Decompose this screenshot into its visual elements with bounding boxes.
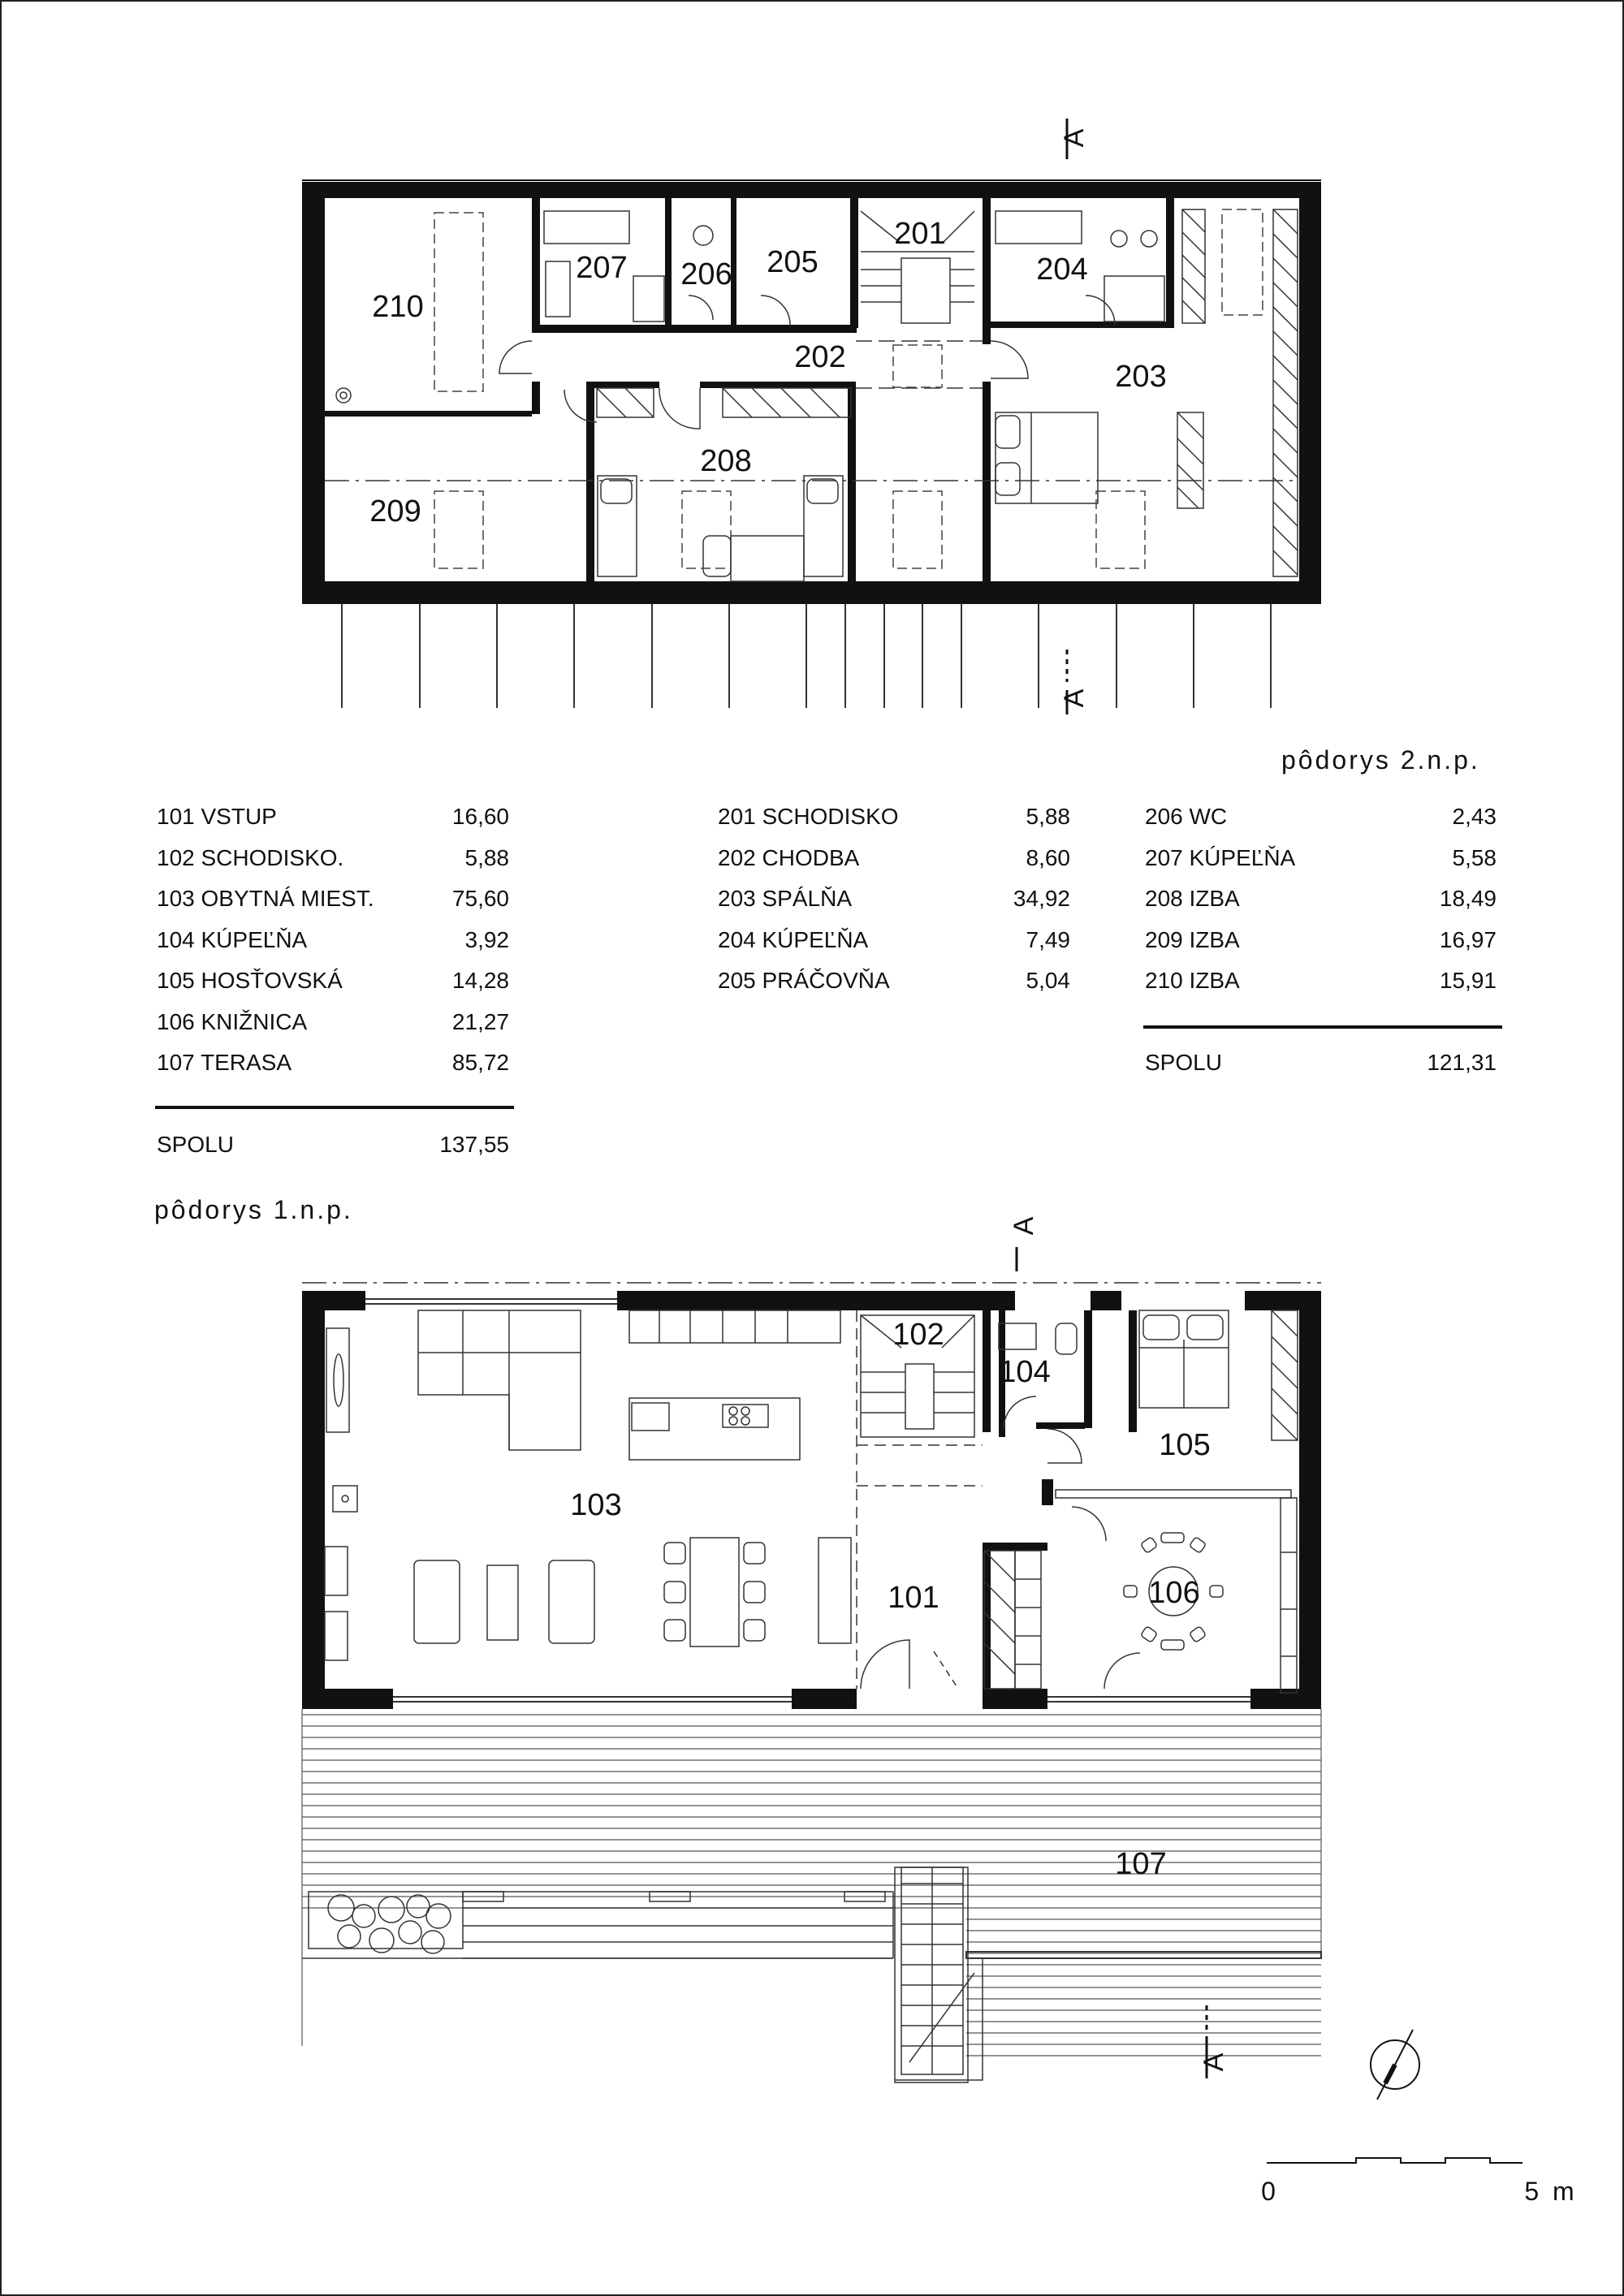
svg-text:A: A — [1059, 688, 1090, 708]
room-label-210: 210 — [372, 290, 424, 324]
table-divider — [155, 1106, 514, 1109]
f2-wall-top — [302, 182, 1321, 198]
room-label-105: 105 — [1159, 1428, 1211, 1462]
north-arrow-icon — [1371, 2030, 1419, 2100]
section-mark-top-f1 — [1009, 1216, 1039, 1271]
room-label-203: 203 — [1115, 360, 1167, 394]
section-mark-top-f2 — [1059, 119, 1090, 159]
room-label-102: 102 — [892, 1318, 944, 1352]
f2-wall-left — [302, 182, 325, 604]
f2-wall-bottom — [302, 581, 1321, 604]
area-table-floor2b: 206 WC 2,43 207 KÚPEĽŇA 5,58 208 IZBA 18,49 209 IZBA 16,97 210 IZBA 15,91 SPOLU 121,31 — [1145, 804, 1497, 1096]
room-label-202: 202 — [794, 340, 846, 374]
room-label-205: 205 — [767, 245, 818, 279]
floor1-title: pôdorys 1.n.p. — [154, 1195, 353, 1224]
terrace-planks — [302, 1709, 1321, 2056]
area-table-floor2a: 201 SCHODISKO 5,88 202 CHODBA 8,60 203 SPÁLŇA 34,92 204 KÚPEĽŇA 7,49 205 PRÁČOVŇA 5,04 — [718, 804, 1070, 993]
scale-start-label: 0 — [1261, 2177, 1276, 2206]
area-table-floor1: 101 VSTUP 16,60 102 SCHODISKO. 5,88 103 OBYTNÁ MIEST. 75,60 104 KÚPEĽŇA 3,92 105 HOSŤOVSKÁ 14,28 106 KNIŽNICA 21,27 107 TERASA 85,72 SPOLU 137,55 — [157, 804, 509, 1169]
section-mark-bottom-f1 — [1199, 2005, 1229, 2078]
room-label-103: 103 — [570, 1488, 622, 1522]
room-label-206: 206 — [680, 257, 732, 291]
room-label-104: 104 — [999, 1355, 1051, 1389]
svg-text:A: A — [1009, 1216, 1039, 1236]
svg-text:A: A — [1199, 2052, 1229, 2072]
room-label-208: 208 — [700, 444, 752, 478]
floor2-plan — [302, 119, 1321, 714]
room-label-107: 107 — [1115, 1847, 1167, 1881]
room-label-204: 204 — [1036, 252, 1088, 287]
room-label-207: 207 — [576, 251, 628, 285]
floor1-plan — [302, 1216, 1419, 2100]
floor2-title: pôdorys 2.n.p. — [1281, 745, 1480, 775]
scale-end-label: 5 m — [1524, 2177, 1578, 2206]
room-label-106: 106 — [1148, 1576, 1200, 1610]
room-label-209: 209 — [369, 494, 421, 529]
room-label-101: 101 — [888, 1581, 939, 1615]
section-mark-bottom-f2 — [1059, 650, 1090, 714]
svg-text:A: A — [1059, 128, 1090, 148]
scale-bar — [1267, 2158, 1522, 2163]
room-label-201: 201 — [894, 217, 946, 251]
f2-wall-right — [1299, 182, 1321, 604]
table-divider — [1143, 1025, 1502, 1029]
